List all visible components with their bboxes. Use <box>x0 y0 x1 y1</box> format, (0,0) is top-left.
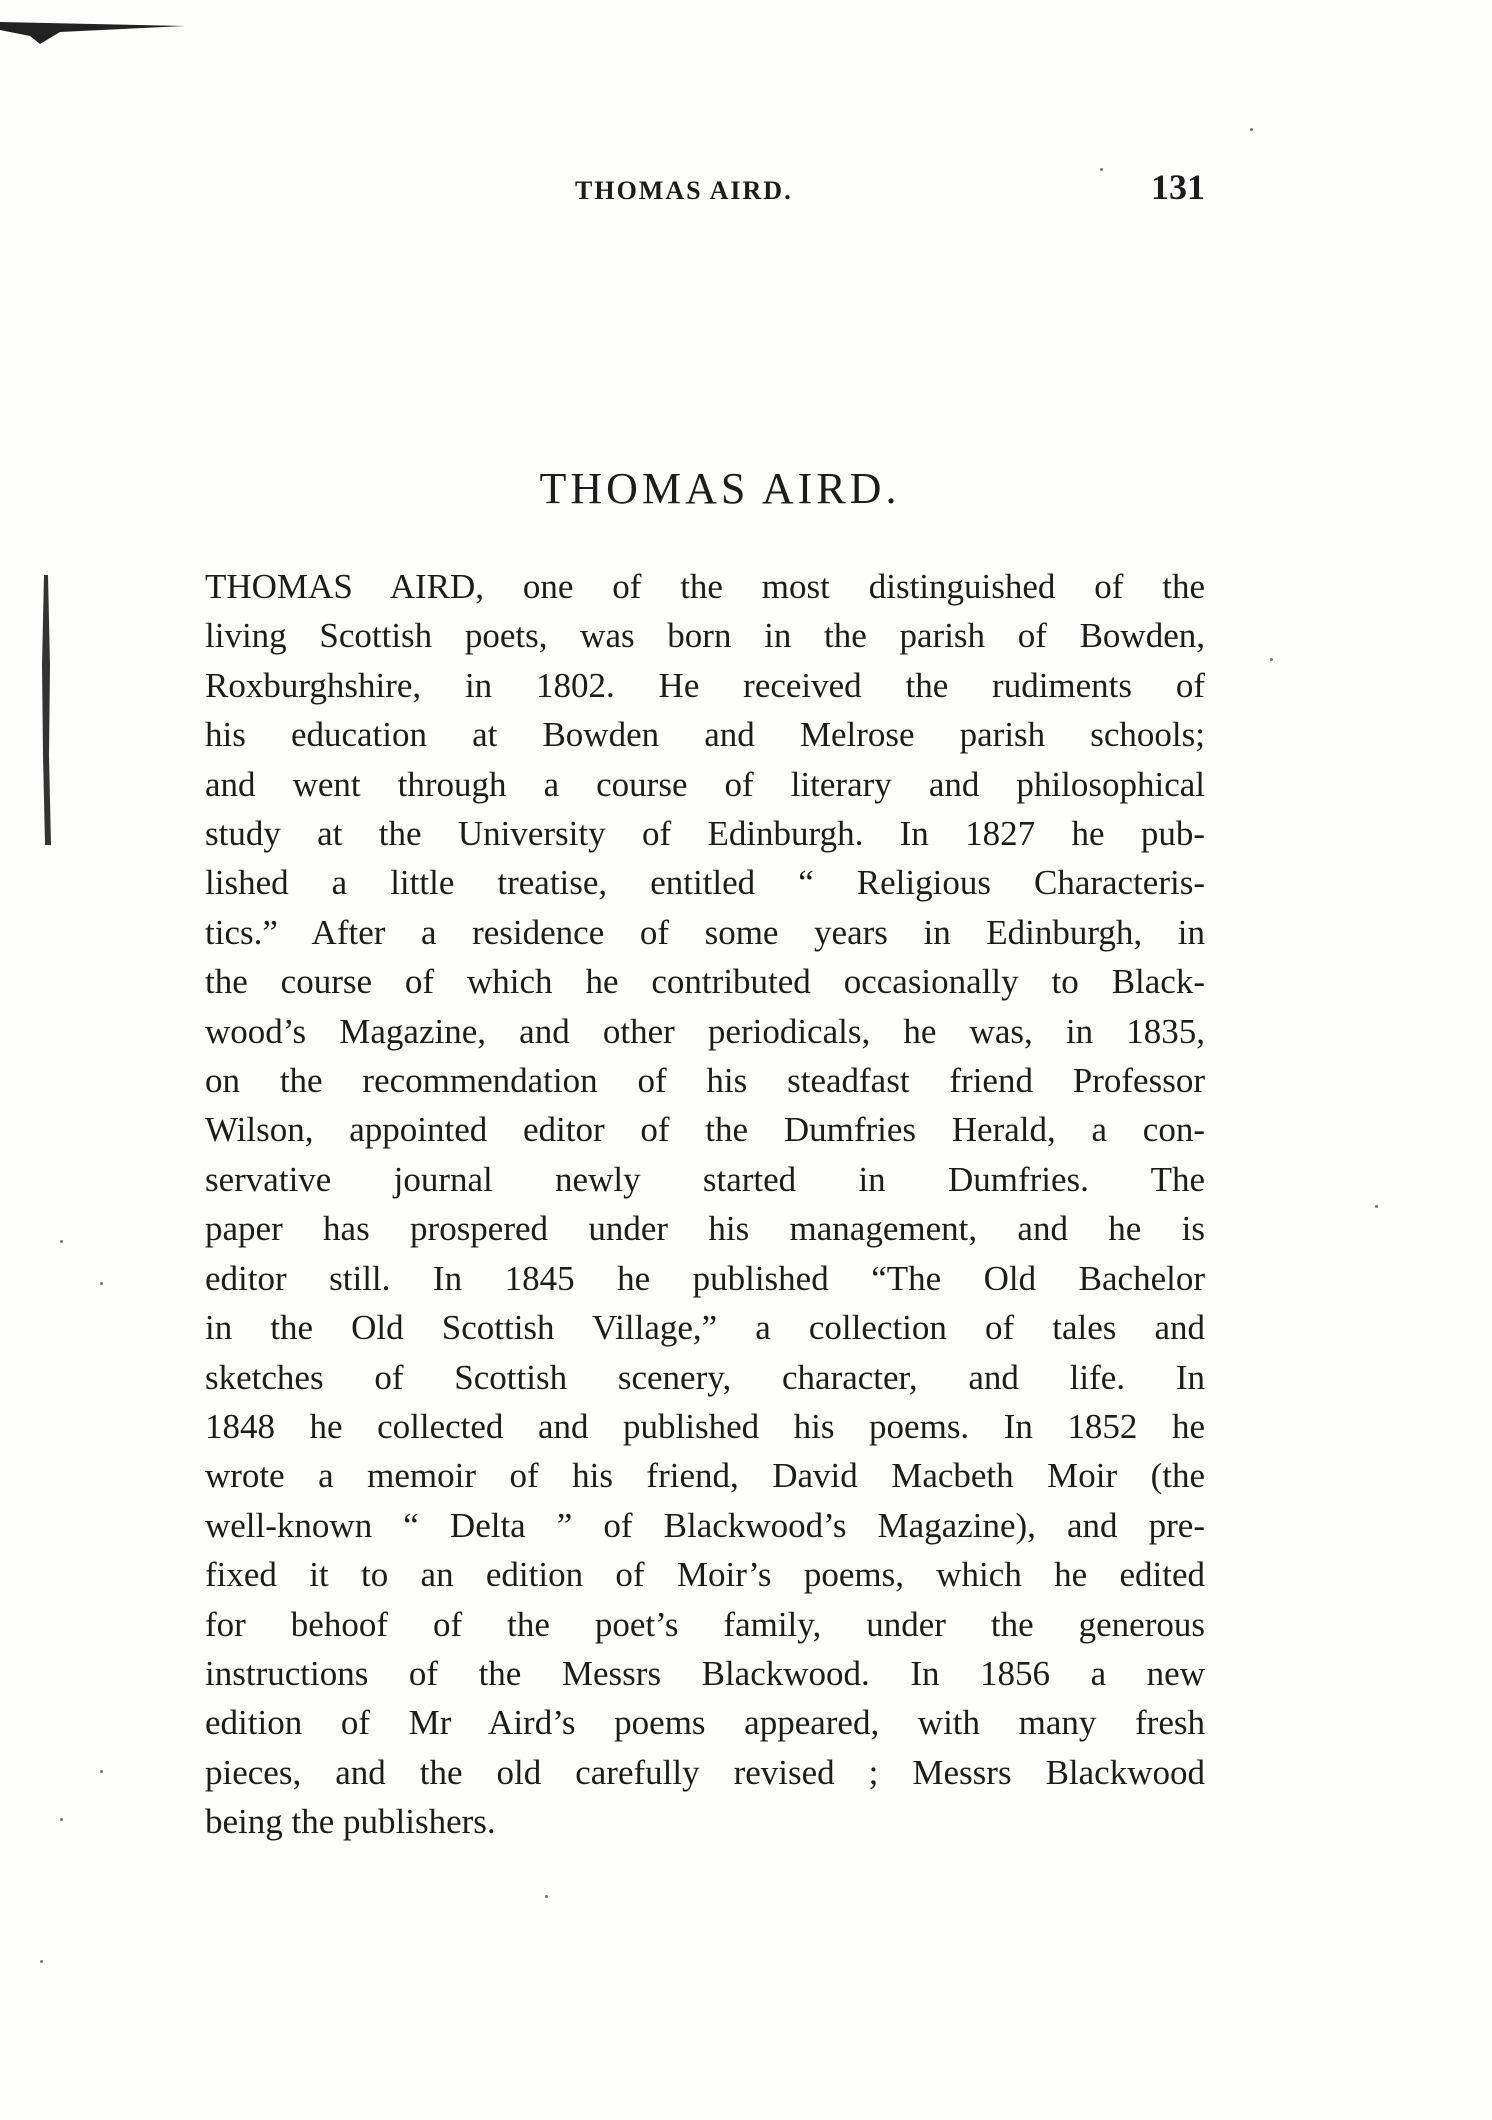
text-line: on the recommendation of his steadfast friend Professor <box>205 1061 1205 1101</box>
text-line: his education at Bowden and Melrose parish schools; <box>205 715 1205 755</box>
text-line: in the Old Scottish Village,” a collection of tales and <box>205 1308 1205 1348</box>
text-line: edition of Mr Aird’s poems appeared, with many fresh <box>205 1703 1205 1743</box>
paper-speck <box>60 1818 63 1821</box>
text-line: the course of which he contributed occasionally to Black- <box>205 962 1205 1002</box>
text-line: being the publishers. <box>205 1802 496 1842</box>
body-paragraph <box>205 562 1205 1847</box>
text-line: 1848 he collected and published his poems. In 1852 he <box>205 1406 1205 1446</box>
paper-speck <box>40 1960 43 1963</box>
paper-speck <box>100 1282 103 1285</box>
text-line: wood’s Magazine, and other periodicals, he was, in 1835, <box>205 1011 1205 1051</box>
paper-speck <box>545 1895 548 1898</box>
text-line: THOMAS AIRD, one of the most distinguished of the <box>205 567 1205 606</box>
text-line: study at the University of Edinburgh. In 1827 he pub- <box>205 814 1205 854</box>
text-line: tics.” After a residence of some years in Edinburgh, in <box>205 912 1205 952</box>
text-line: living Scottish poets, was born in the parish of Bowden, <box>205 616 1205 656</box>
running-title: THOMAS AIRD. <box>575 176 793 205</box>
text-line: wrote a memoir of his friend, David Macbeth Moir (the <box>205 1456 1205 1496</box>
margin-ink-bar <box>40 575 52 845</box>
text-line: servative journal newly started in Dumfries. The <box>205 1159 1205 1199</box>
corner-ink-mark <box>0 16 185 46</box>
text-line: lished a little treatise, entitled “ Religious Characteris- <box>205 863 1205 903</box>
running-head <box>205 167 1205 232</box>
chapter-title: THOMAS AIRD. <box>539 464 901 513</box>
text-line: Wilson, appointed editor of the Dumfries Herald, a con- <box>205 1110 1205 1150</box>
paper-speck <box>60 1240 63 1243</box>
text-line: paper has prospered under his management, and he is <box>205 1209 1205 1249</box>
text-line: Roxburghshire, in 1802. He received the rudiments of <box>205 665 1205 705</box>
text-line: editor still. In 1845 he published “The Old Bachelor <box>205 1258 1205 1298</box>
text-line: and went through a course of literary and philosophical <box>205 764 1205 804</box>
text-line: pieces, and the old carefully revised ; Messrs Blackwood <box>205 1752 1205 1792</box>
paper-speck <box>100 1770 103 1773</box>
paper-speck <box>1270 658 1273 661</box>
page-number: 131 <box>1151 167 1205 207</box>
paper-speck <box>1100 168 1103 171</box>
text-line: well-known “ Delta ” of Blackwood’s Magazine), and pre- <box>205 1505 1205 1545</box>
text-line: instructions of the Messrs Blackwood. In 1856 a new <box>205 1653 1205 1693</box>
paper-speck <box>1250 128 1253 131</box>
text-line: for behoof of the poet’s family, under the generous <box>205 1604 1205 1644</box>
paper-speck <box>1375 1205 1378 1208</box>
text-line: sketches of Scottish scenery, character, and life. In <box>205 1357 1205 1397</box>
text-line: fixed it to an edition of Moir’s poems, which he edited <box>205 1555 1205 1595</box>
